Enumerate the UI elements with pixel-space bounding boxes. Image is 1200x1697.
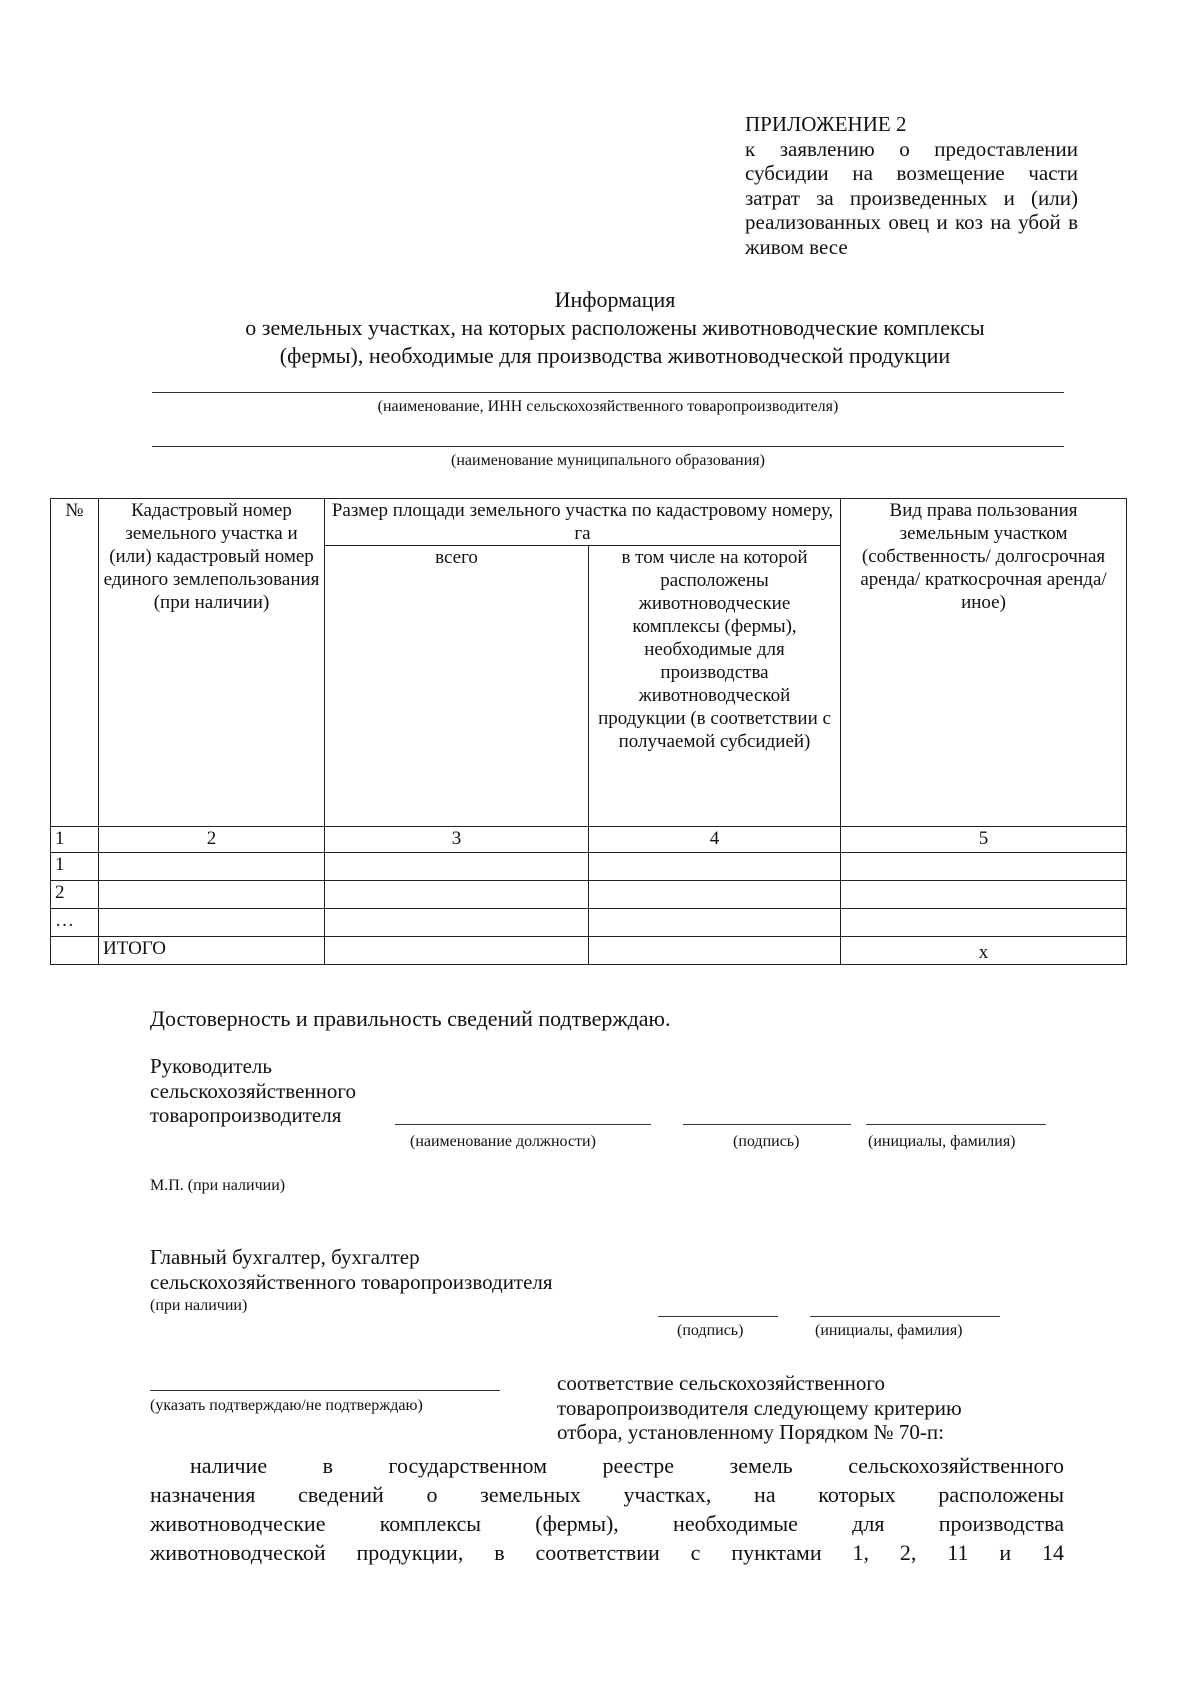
stamp-text: М.П. (при наличии) bbox=[150, 1177, 286, 1194]
head-position-caption: (наименование должности) bbox=[410, 1133, 596, 1150]
table-header-row bbox=[51, 499, 1127, 546]
header-cadastral: Кадастровый номер земельного участка и (или) кадастровый номер единого землепользования (при наличии) bbox=[99, 499, 325, 827]
head-line-1: Руководитель bbox=[150, 1054, 272, 1078]
area-farms-cell[interactable] bbox=[589, 881, 841, 909]
appendix-title: ПРИЛОЖЕНИЕ 2 bbox=[745, 112, 907, 136]
accountant-line-1: Главный бухгалтер, бухгалтер bbox=[150, 1245, 420, 1269]
column-number: 5 bbox=[841, 827, 1127, 853]
area-total-cell[interactable] bbox=[325, 881, 589, 909]
area-total-cell[interactable] bbox=[325, 853, 589, 881]
header-area-total: всего bbox=[325, 546, 589, 827]
table-row bbox=[51, 909, 1127, 937]
total-label: ИТОГО bbox=[99, 937, 325, 965]
column-number: 4 bbox=[589, 827, 841, 853]
appendix-text: к заявлению о предоставлении субсидии на возмещение части затрат за произведенных и (или) реализованных овец и коз на убой в живом весе bbox=[745, 136, 1078, 259]
total-row bbox=[51, 937, 1127, 965]
total-right-type: х bbox=[841, 937, 1127, 965]
conformity-caption: (указать подтверждаю/не подтверждаю) bbox=[150, 1397, 423, 1414]
body-line-1: наличие в государственном реестре земель сельскохозяйственного bbox=[190, 1453, 1064, 1478]
accountant-signature-caption: (подпись) bbox=[677, 1322, 744, 1339]
row-num: … bbox=[51, 909, 99, 937]
producer-field-line[interactable] bbox=[152, 392, 1064, 393]
cadastral-cell[interactable] bbox=[99, 853, 325, 881]
header-num: № bbox=[51, 499, 99, 827]
head-line-3: товаропроизводителя bbox=[150, 1103, 342, 1127]
area-total-cell[interactable] bbox=[325, 909, 589, 937]
accountant-name-line[interactable] bbox=[810, 1316, 1000, 1317]
conformity-line-2: товаропроизводителя следующему критерию bbox=[557, 1395, 962, 1420]
table-row bbox=[51, 881, 1127, 909]
municipality-field-line[interactable] bbox=[152, 446, 1064, 447]
header-right-type: Вид права пользования земельным участком (собственность/ долгосрочная аренда/ краткосрочная аренда/ иное) bbox=[841, 499, 1127, 827]
column-numbers-row bbox=[51, 827, 1127, 853]
accountant-line-2: сельскохозяйственного товаропроизводителя bbox=[150, 1269, 553, 1294]
accountant-title bbox=[150, 1245, 553, 1319]
right-type-cell[interactable] bbox=[841, 853, 1127, 881]
table-row bbox=[51, 853, 1127, 881]
heading-line-1: Информация bbox=[554, 287, 676, 312]
head-name-line[interactable] bbox=[866, 1124, 1046, 1125]
total-area-total-cell[interactable] bbox=[325, 937, 589, 965]
head-title bbox=[150, 1054, 356, 1128]
document-heading bbox=[150, 286, 1080, 370]
conformity-line-3: отбора, установленному Порядком № 70-п: bbox=[557, 1420, 944, 1444]
accountant-name-caption: (инициалы, фамилия) bbox=[815, 1322, 963, 1339]
head-line-2: сельскохозяйственного bbox=[150, 1078, 356, 1103]
head-signature-caption: (подпись) bbox=[733, 1133, 800, 1150]
area-farms-cell[interactable] bbox=[589, 909, 841, 937]
conformity-text bbox=[557, 1371, 962, 1445]
producer-caption: (наименование, ИНН сельскохозяйственного товаропроизводителя) bbox=[377, 398, 839, 415]
cadastral-cell[interactable] bbox=[99, 881, 325, 909]
accountant-signature-line[interactable] bbox=[658, 1316, 778, 1317]
municipality-caption: (наименование муниципального образования) bbox=[451, 452, 765, 469]
body-line-2: назначения сведений о земельных участках, на которых расположены bbox=[150, 1482, 1064, 1507]
header-area-farms: в том числе на которой расположены животноводческие комплексы (фермы), необходимые для производства животноводческой продукции (в соответствии с получаемой субсидией) bbox=[589, 546, 841, 827]
right-type-cell[interactable] bbox=[841, 909, 1127, 937]
conformity-line-1: соответствие сельскохозяйственного bbox=[557, 1371, 885, 1395]
head-signature-line[interactable] bbox=[683, 1124, 851, 1125]
cadastral-cell[interactable] bbox=[99, 909, 325, 937]
land-plots-table bbox=[50, 498, 1127, 965]
body-line-3: животноводческие комплексы (фермы), необходимые для производства bbox=[150, 1511, 1064, 1536]
row-num: 1 bbox=[51, 853, 99, 881]
head-name-caption: (инициалы, фамилия) bbox=[868, 1133, 1016, 1150]
heading-line-3: (фермы), необходимые для производства животноводческой продукции bbox=[279, 343, 951, 368]
conformity-field-line[interactable] bbox=[150, 1390, 500, 1391]
column-number: 1 bbox=[51, 827, 99, 853]
total-num-cell bbox=[51, 937, 99, 965]
header-area-group: Размер площади земельного участка по кадастровому номеру, га bbox=[325, 499, 841, 546]
heading-line-2: о земельных участках, на которых расположены животноводческие комплексы bbox=[245, 315, 985, 340]
head-position-line[interactable] bbox=[395, 1124, 651, 1125]
total-area-farms-cell[interactable] bbox=[589, 937, 841, 965]
accountant-line-3: (при наличии) bbox=[150, 1297, 248, 1314]
confirmation-text: Достоверность и правильность сведений подтверждаю. bbox=[150, 1006, 671, 1031]
area-farms-cell[interactable] bbox=[589, 853, 841, 881]
column-number: 2 bbox=[99, 827, 325, 853]
body-line-4: животноводческой продукции, в соответствии с пунктами 1, 2, 11 и 14 bbox=[150, 1540, 1064, 1565]
appendix-block bbox=[745, 112, 1078, 259]
row-num: 2 bbox=[51, 881, 99, 909]
column-number: 3 bbox=[325, 827, 589, 853]
right-type-cell[interactable] bbox=[841, 881, 1127, 909]
